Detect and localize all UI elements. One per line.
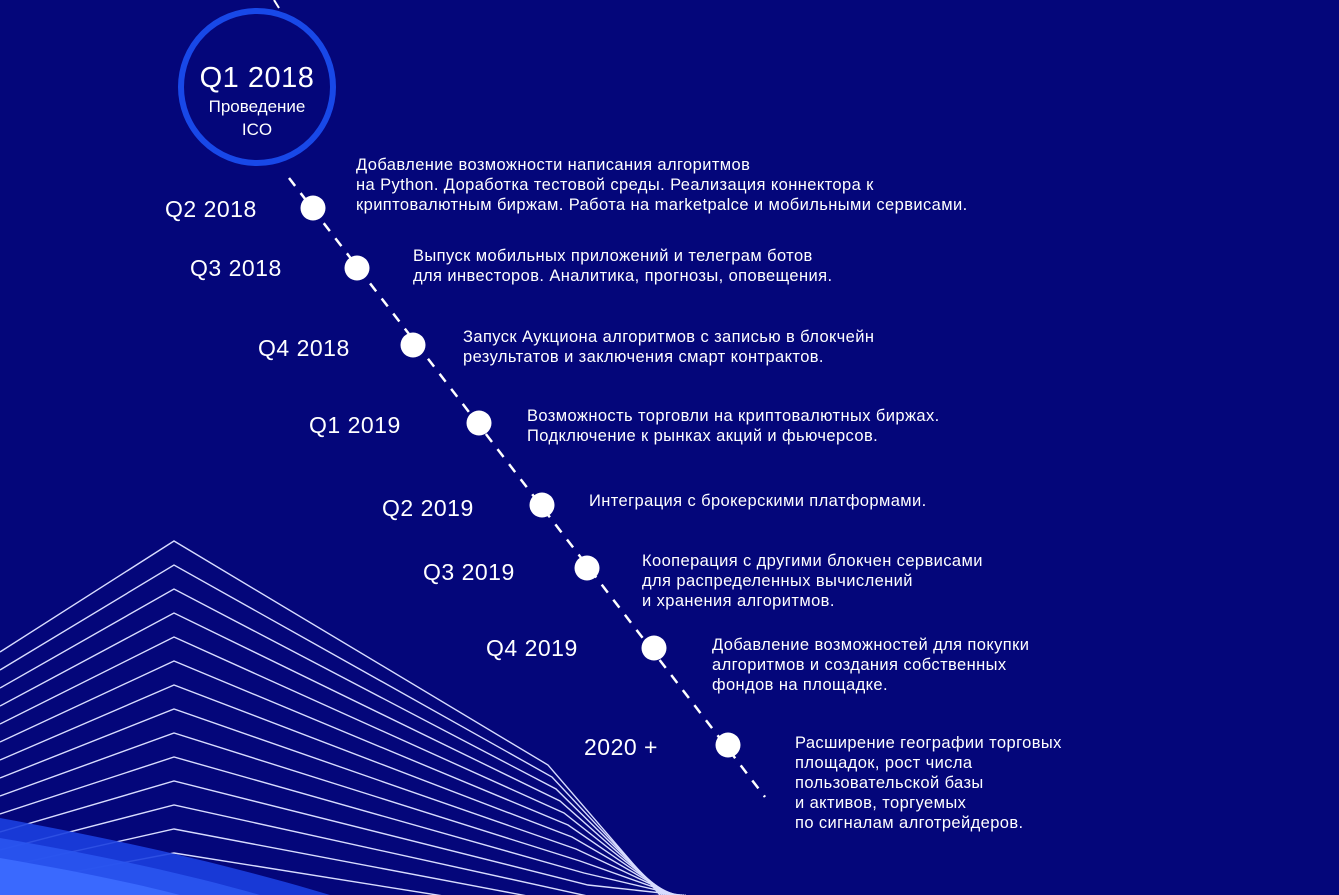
timeline-dot: [301, 196, 326, 221]
badge-quarter: Q1 2018: [199, 62, 315, 94]
decorative-blue-bands: [0, 818, 330, 895]
timeline-top-line: [274, 0, 279, 8]
milestone-label: Q1 2019: [309, 412, 401, 438]
milestone-description: Добавление возможностей для покупки алгоритмов и создания собственных фондов на площадке.: [712, 636, 1030, 694]
milestone-label: Q3 2019: [423, 559, 515, 585]
timeline-dot: [345, 256, 370, 281]
ico-circle-badge: [178, 8, 336, 166]
milestone-description: Добавление возможности написания алгоритмов на Python. Доработка тестовой среды. Реализация коннектора к криптовалютным биржам. Работа на marketpalce и мобильными сервисами.: [356, 156, 968, 214]
timeline-dot: [467, 411, 492, 436]
timeline-dot: [530, 493, 555, 518]
milestone-description: Расширение географии торговых площадок, рост числа пользовательской базы и активов, торгуемых по сигналам алготрейдеров.: [795, 734, 1062, 832]
timeline-dot: [401, 333, 426, 358]
milestone-label: Q3 2018: [190, 255, 282, 281]
milestone-description: Возможность торговли на криптовалютных биржах. Подключение к рынках акций и фьючерсов.: [527, 407, 940, 445]
milestone-description: Выпуск мобильных приложений и телеграм ботов для инвесторов. Аналитика, прогнозы, оповещения.: [413, 247, 833, 285]
milestone-label: Q2 2018: [165, 196, 257, 222]
timeline-dot: [716, 733, 741, 758]
timeline-dot: [575, 556, 600, 581]
milestone-description: Интеграция с брокерскими платформами.: [589, 492, 927, 510]
milestone-description: Запуск Аукциона алгоритмов с записью в блокчейн результатов и заключения смарт контрактов.: [463, 328, 875, 366]
milestone-label: 2020 +: [584, 734, 658, 760]
milestone-description: Кооперация с другими блокчен сервисами для распределенных вычислений и хранения алгоритмов.: [642, 552, 983, 610]
badge-title: Проведение ICO: [208, 97, 306, 139]
milestone-label: Q4 2018: [258, 335, 350, 361]
timeline-dot: [642, 636, 667, 661]
milestone-label: Q2 2019: [382, 495, 474, 521]
milestone-label: Q4 2019: [486, 635, 578, 661]
